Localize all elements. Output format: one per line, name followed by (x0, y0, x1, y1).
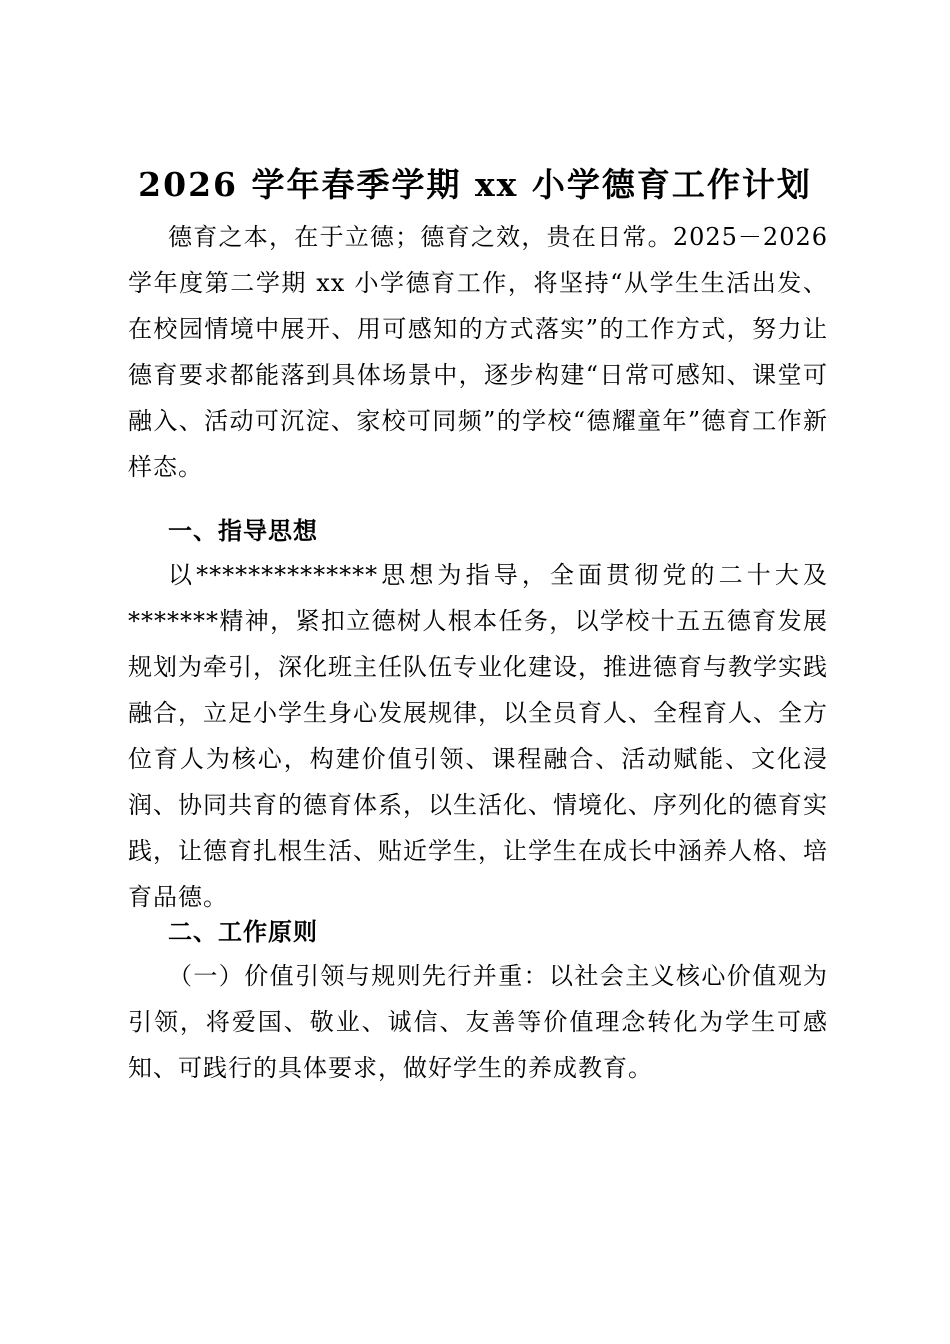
section-heading-guiding-ideology: 一、指导思想 (168, 516, 318, 545)
intro-paragraph: 德育之本，在于立德；德育之效，贵在日常。2025－2026学年度第二学期 xx 小学德育工作，将坚持“从学生生活出发、在校园情境中展开、用可感知的方式落实”的工作方式，努力让德育要求都能落到具体场景中，逐步构建“日常可感知、课堂可融入、活动可沉淀、家校可同频”的学校“德耀童年”德育工作新样态。 (128, 223, 828, 481)
section-heading-work-principles: 二、工作原则 (168, 917, 318, 946)
work-principle-paragraph: （一）价值引领与规则先行并重：以社会主义核心价值观为引领，将爱国、敬业、诚信、友善等价值理念转化为学生可感知、可践行的具体要求，做好学生的养成教育。 (128, 962, 828, 1082)
document-title: 2026 学年春季学期 xx 小学德育工作计划 (138, 165, 812, 204)
guiding-ideology-paragraph: 以**************思想为指导，全面贯彻党的二十大及*******精神，紧扣立德树人根本任务，以学校十五五德育发展规划为牵引，深化班主任队伍专业化建设，推进德育与教学实践融合，立足小学生身心发展规律，以全员育人、全程育人、全方位育人为核心，构建价值引领、课程融合、活动赋能、文化浸润、协同共育的德育体系，以生活化、情境化、序列化的德育实践，让德育扎根生活、贴近学生，让学生在成长中涵养人格、培育品德。 (128, 561, 828, 911)
